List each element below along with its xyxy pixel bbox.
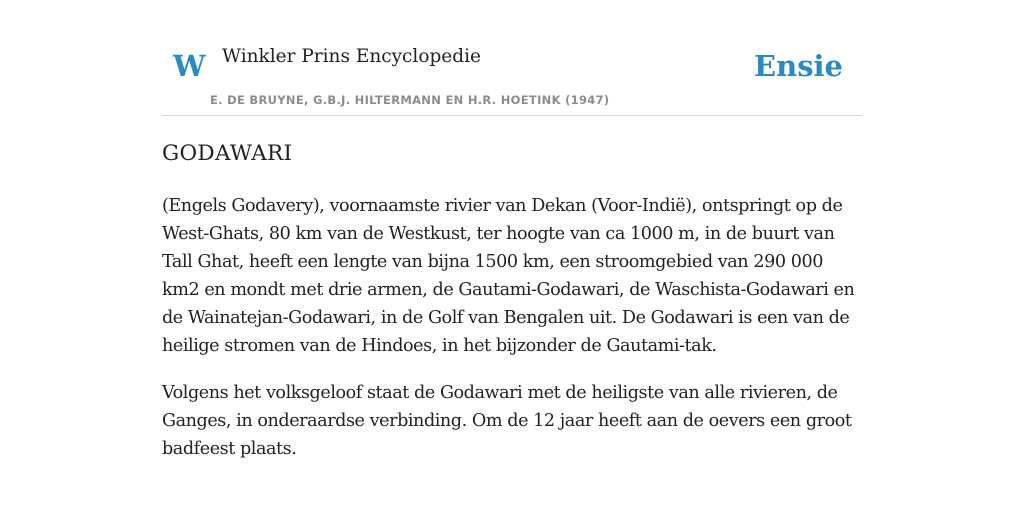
winkler-prins-logo-icon[interactable]: W xyxy=(173,49,206,83)
header xyxy=(162,0,862,116)
article-page xyxy=(162,0,862,512)
entry-title: GODAWARI xyxy=(162,141,293,166)
entry-body xyxy=(162,192,862,482)
ensie-brand-logo[interactable]: Ensie xyxy=(754,49,843,83)
publication-title[interactable]: Winkler Prins Encyclopedie xyxy=(222,46,481,67)
authors-line: E. DE BRUYNE, G.B.J. HILTERMANN EN H.R. HOETINK (1947) xyxy=(210,93,610,107)
entry-paragraph: (Engels Godavery), voornaamste rivier van Dekan (Voor-Indië), ontspringt op de West-Ghats, 80 km van de Westkust, ter hoogte van ca 1000 m, in de buurt van Tall Ghat, heeft een lengte van bijna 1500 km, een stroomgebied van 290 000 km2 en mondt met drie armen, de Gautami-Godawari, de Waschista-Godawari en de Wainatejan-Godawari, in de Golf van Bengalen uit. De Godawari is een van de heilige stromen van de Hindoes, in het bijzonder de Gautami-tak. xyxy=(162,196,855,356)
entry-paragraph: Volgens het volksgeloof staat de Godawari met de heiligste van alle rivieren, de Ganges, in onderaardse verbinding. Om de 12 jaar heeft aan de oevers een groot badfeest plaats. xyxy=(162,383,852,459)
